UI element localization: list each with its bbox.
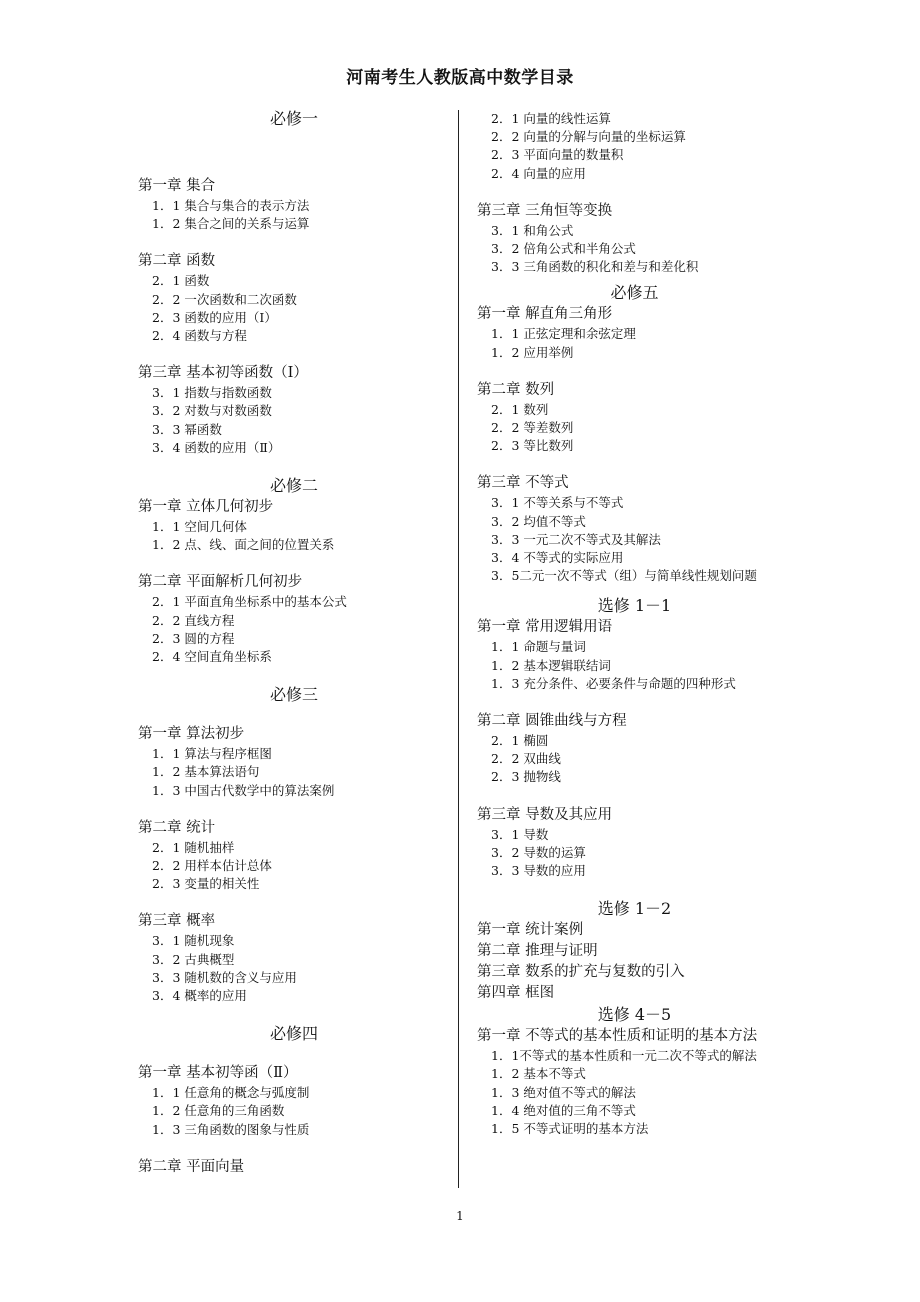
section-item: 1．3 充分条件、必要条件与命题的四种形式: [491, 675, 736, 691]
section-item: 2．3 等比数列: [491, 438, 574, 454]
section-item: 3．3 一元二次不等式及其解法: [491, 531, 661, 547]
section-item: 1．3 绝对值不等式的解法: [491, 1084, 636, 1100]
chapter-title: 第一章 常用逻辑用语: [477, 619, 613, 636]
chapter-title: 第三章 基本初等函数（Ⅰ）: [138, 365, 308, 382]
chapter-title: 第二章 数列: [477, 381, 555, 398]
section-item: 2．3 变量的相关性: [152, 876, 260, 892]
book-title: 选修 4－5: [597, 1005, 672, 1025]
section-item: 3．4 不等式的实际应用: [491, 550, 624, 566]
section-item: 3．4 函数的应用（Ⅱ）: [152, 439, 281, 455]
section-item: 2．2 直线方程: [152, 612, 235, 628]
section-item: 2．1 随机抽样: [152, 839, 235, 855]
section-item: 3．2 倍角公式和半角公式: [491, 241, 636, 257]
section-item: 2．1 数列: [491, 401, 549, 417]
chapter-title: 第三章 概率: [138, 913, 216, 930]
section-item: 1．1 命题与量词: [491, 639, 586, 655]
section-item: 1．2 点、线、面之间的位置关系: [152, 537, 335, 553]
section-item: 1．2 任意角的三角函数: [152, 1103, 285, 1119]
section-item: 2．3 抛物线: [491, 769, 561, 785]
chapter-title: 第一章 基本初等函（Ⅱ）: [138, 1065, 298, 1082]
document-title: 河南考生人教版高中数学目录: [346, 68, 574, 88]
section-item: 3．3 三角函数的积化和差与和差化积: [491, 259, 699, 275]
book-title: 选修 1－2: [597, 899, 672, 919]
section-item: 2．4 空间直角坐标系: [152, 649, 272, 665]
book-title: 必修三: [269, 685, 318, 705]
chapter-title: 第一章 算法初步: [138, 726, 245, 743]
section-item: 3．1 和角公式: [491, 222, 574, 238]
chapter-title: 第三章 导数及其应用: [477, 806, 613, 823]
section-item: 1．2 集合之间的关系与运算: [152, 216, 310, 232]
section-item: 3．4 概率的应用: [152, 988, 247, 1004]
section-item: 2．2 用样本估计总体: [152, 858, 272, 874]
chapter-title: 第四章 框图: [477, 985, 555, 1002]
section-item: 2．2 双曲线: [491, 751, 561, 767]
chapter-title: 第二章 圆锥曲线与方程: [477, 713, 627, 730]
right-column: [477, 108, 792, 1138]
book-title: 必修五: [610, 283, 659, 303]
section-item: 2．1 平面直角坐标系中的基本公式: [152, 594, 347, 610]
section-item: 1．2 基本逻辑联结词: [491, 657, 611, 673]
section-item: 1．3 中国古代数学中的算法案例: [152, 782, 335, 798]
chapter-title: 第三章 数系的扩充与复数的引入: [477, 964, 685, 981]
section-item: 3．3 幂函数: [152, 421, 222, 437]
chapter-title: 第二章 推理与证明: [477, 943, 598, 960]
section-item: 1．2 应用举例: [491, 344, 574, 360]
section-item: 3．3 随机数的含义与应用: [152, 969, 297, 985]
chapter-title: 第一章 立体几何初步: [138, 499, 274, 516]
section-item: 3．2 古典概型: [152, 951, 235, 967]
section-item: 3．1 导数: [491, 826, 549, 842]
section-item: 2．2 等差数列: [491, 420, 574, 436]
chapter-title: 第一章 统计案例: [477, 922, 584, 939]
section-item: 3．2 导数的运算: [491, 844, 586, 860]
section-item: 3．1 指数与指数函数: [152, 385, 272, 401]
section-item: 1．4 绝对值的三角不等式: [491, 1102, 636, 1118]
section-item: 1．2 基本算法语句: [152, 764, 260, 780]
chapter-title: 第二章 平面向量: [138, 1158, 245, 1175]
section-item: 2．3 圆的方程: [152, 630, 235, 646]
section-item: 1．3 三角函数的图象与性质: [152, 1121, 310, 1137]
chapter-title: 第三章 不等式: [477, 475, 569, 492]
chapter-title: 第一章 解直角三角形: [477, 306, 613, 323]
section-item: 1．1不等式的基本性质和一元二次不等式的解法: [491, 1048, 757, 1064]
section-item: 1．1 算法与程序框图: [152, 746, 272, 762]
section-item: 3．1 随机现象: [152, 933, 235, 949]
book-title: 选修 1－1: [597, 596, 672, 616]
section-item: 2．4 函数与方程: [152, 328, 247, 344]
section-item: 2．2 一次函数和二次函数: [152, 291, 297, 307]
section-item: 2．1 椭圆: [491, 733, 549, 749]
section-item: 1．5 不等式证明的基本方法: [491, 1121, 649, 1137]
section-item: 1．1 正弦定理和余弦定理: [491, 326, 636, 342]
section-item: 2．3 平面向量的数量积: [491, 147, 624, 163]
section-item: 3．2 均值不等式: [491, 513, 586, 529]
section-item: 2．2 向量的分解与向量的坐标运算: [491, 129, 686, 145]
section-item: 2．1 函数: [152, 273, 210, 289]
section-item: 2．3 函数的应用（Ⅰ）: [152, 309, 277, 325]
chapter-title: 第三章 三角恒等变换: [477, 202, 613, 219]
section-item: 1．1 任意角的概念与弧度制: [152, 1085, 310, 1101]
chapter-title: 第二章 统计: [138, 819, 216, 836]
book-title: 必修四: [269, 1024, 318, 1044]
section-item: 1．1 集合与集合的表示方法: [152, 198, 310, 213]
chapter-title: 第一章 集合: [138, 178, 216, 194]
section-item: 2．1 向量的线性运算: [491, 111, 611, 126]
section-item: 3．2 对数与对数函数: [152, 403, 272, 419]
section-item: 3．5二元一次不等式（组）与简单线性规划问题: [491, 568, 757, 584]
page-number: 1: [456, 1209, 464, 1223]
section-item: 2．4 向量的应用: [491, 165, 586, 181]
section-item: 1．1 空间几何体: [152, 519, 247, 535]
section-item: 3．1 不等关系与不等式: [491, 495, 624, 511]
chapter-title: 第一章 不等式的基本性质和证明的基本方法: [477, 1028, 758, 1045]
book-title: 必修一: [269, 109, 318, 128]
chapter-title: 第二章 平面解析几何初步: [138, 574, 303, 591]
left-column: [138, 108, 450, 1178]
section-item: 3．3 导数的应用: [491, 863, 586, 879]
column-divider: [458, 110, 459, 1188]
section-item: 1．2 基本不等式: [491, 1066, 586, 1082]
chapter-title: 第二章 函数: [138, 253, 216, 270]
book-title: 必修二: [269, 476, 318, 496]
